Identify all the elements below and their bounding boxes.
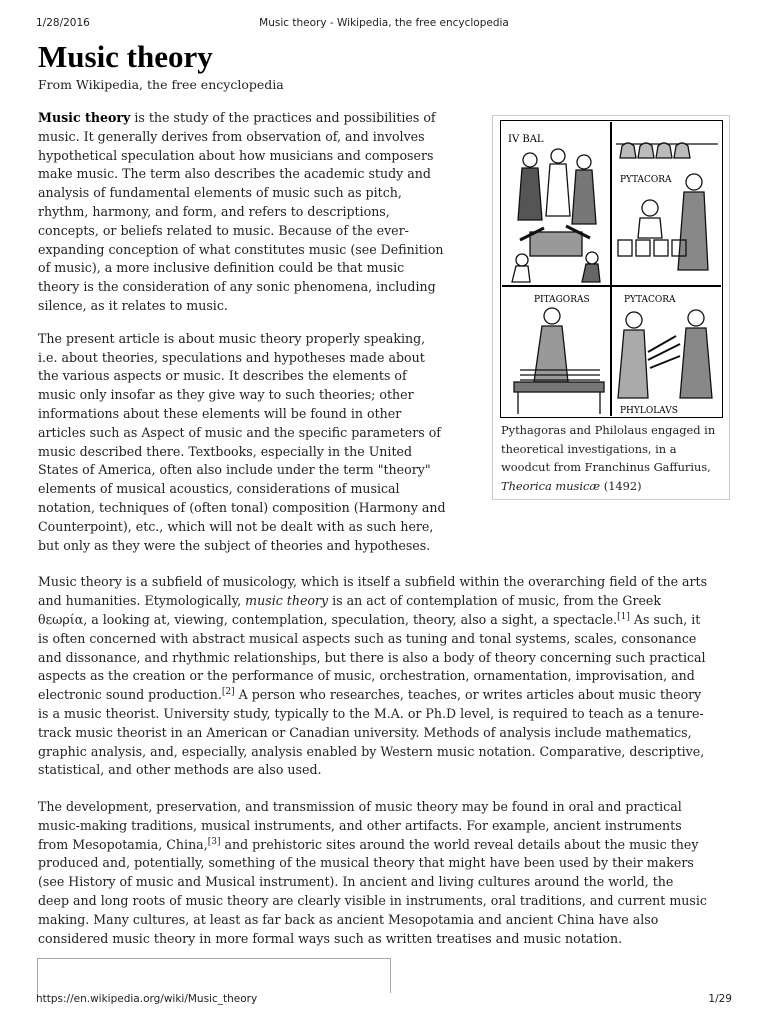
print-header [36,17,732,31]
text-span: The development, preservation, and transmission of music theory may be found in oral and practical music-making traditions, musical instruments, and other artifacts. For example, ancient instruments from Mesopotamia, China, [38,799,682,852]
page-title: Music theory [38,39,213,74]
label-iubal: IV BAL [508,134,544,145]
citation-2[interactable]: [2] [221,687,235,698]
italic-term: music theory [245,593,329,609]
paragraph-intro [38,109,448,316]
image-caption [501,421,727,495]
text-span: As such, it is often concerned with abstract musical aspects such as tuning and tonal systems, scales, consonance and dissonance, and rhythmic relationships, but there is also a body of theory concerning such practical aspects as the creation or the performance of music, orchestration, ornamentation, improvisation, and electronic sound production. [38,611,706,703]
caption-text: (1492) [600,478,642,493]
text-span: Music theory is a subfield of musicology, which is itself a subfield within the overarching field of the arts and humanities. Etymologically, [38,574,708,609]
citation-3[interactable]: [3] [207,836,221,847]
paragraph-subfield [38,573,708,780]
site-subtitle: From Wikipedia, the free encyclopedia [38,77,284,92]
print-page-title: Music theory - Wikipedia, the free encyclopedia [259,17,509,29]
woodcut-image[interactable] [500,120,723,418]
label-phylolaus: PHYLOLAVS [620,406,678,416]
label-pitagoras: PITAGORAS [534,295,590,305]
text-span: and prehistoric sites around the world reveal details about the music they produced and, potentially, something of the musical theory that might have been used by their makers (see History of music and Musical instrument). In ancient and living cultures around the world, the deep and long roots of music theory are clearly visible in instruments, oral traditions, and current music making. Many cultures, at least as far back as ancient Mesopotamia and ancient China have also considered music theory in more formal ways such as written treatises and music notation. [38,836,707,946]
term-bold: Music theory [38,110,131,125]
label-pytacora-top: PYTACORA [620,175,672,185]
text-span: is an act of contemplation of music, from the Greek θεωρία, a looking at, viewing, contemplation, speculation, theory, also a sight, a spectacle. [38,593,662,627]
paragraph-intro-text: is the study of the practices and possibilities of music. It generally derives from observation of, and involves hypothetical speculation about how musicians and composers make music. The term also describes the academic study and analysis of fundamental elements of music such as pitch, rhythm, harmony, and form, and refers to descriptions, concepts, or beliefs related to music. Because of the ever-expanding conception of what constitutes music (see Definition of music), a more inclusive definition could be that music theory is the consideration of any sonic phenomena, including silence, as it relates to music. [38,110,444,313]
caption-italic: Theorica musicæ [501,478,601,493]
print-url[interactable]: https://en.wikipedia.org/wiki/Music_theory [36,993,258,1005]
text-span: A person who researches, teaches, or writes articles about music theory is a music theorist. University study, typically to the M.A. or Ph.D level, is required to teach as a tenure-track music theorist in an American or Canadian university. Methods of analysis include mathematics, graphic analysis, and, especially, analysis enabled by Western music notation. Comparative, descriptive, statistical, and other methods are also used. [38,687,705,778]
paragraph-development [38,798,708,948]
image-thumbnail [492,115,730,500]
label-pytacora-bottom: PYTACORA [624,295,676,305]
citation-1[interactable]: [1] [617,611,630,622]
paragraph-scope: The present article is about music theory properly speaking, i.e. about theories, speculations and hypotheses made about the various aspects or music. It describes the elements of music only insofar as they give way to such theories; other informations about these elements will be found in other articles such as Aspect of music and the specific parameters of music described there. Textbooks, especially in the United States of America, often also include under the term "theory" elements of musical acoustics, considerations of musical notation, techniques of (often tonal) composition (Harmony and Counterpoint), etc., which will not be dealt with as such here, but only as they were the subject of theories and hypotheses. [38,330,446,553]
contents-box [37,958,391,993]
print-date: 1/28/2016 [36,17,90,29]
caption-text: Pythagoras and Philolaus engaged in theoretical investigations, in a woodcut from Franchinus Gaffurius, [501,423,716,474]
print-footer [36,993,732,1007]
print-page-number: 1/29 [708,993,732,1005]
